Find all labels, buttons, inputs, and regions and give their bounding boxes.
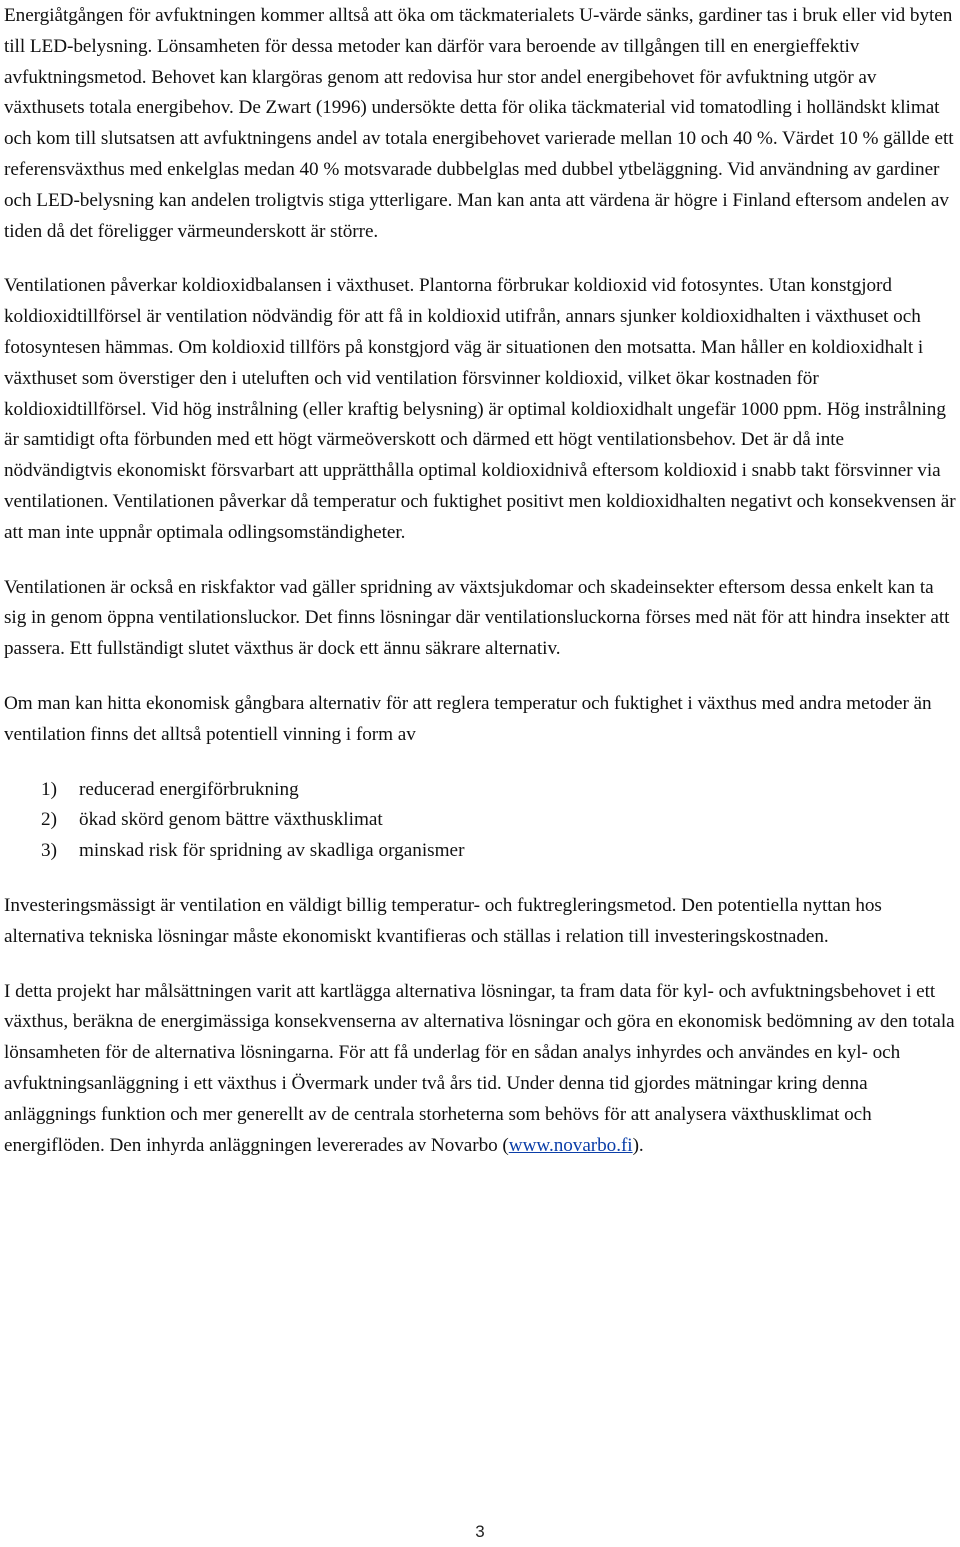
page-number: 3 xyxy=(475,1522,485,1541)
paragraph-text-end: ). xyxy=(632,1134,644,1156)
sentence: Vid användning av gardiner och LED-belysning kan andelen troligtvis stiga ytterligare. xyxy=(4,158,940,211)
paragraph-text: I detta projekt har målsättningen varit att kartlägga alternativa lösningar, ta fram data för kyl- och avfuktningsbehovet i ett växthus, beräkna de energimässiga konsekvenserna av alternativa lösningar och göra en ekonomisk bedömning av den totala lönsamheten för de alternativa lösningarna. För att få underlag för en sådan analys inhyrdes och användes en kyl- och avfuktningsanläggning i ett växthus i Övermark under två års tid. Under denna tid gjordes mätningar kring denna anläggnings funktion och mer generellt av de centrala storheterna som behövs för att analysera växthusklimat och energiflöden. Den inhyrda anläggningen levererades av Novarbo ( xyxy=(4,980,955,1156)
sentence: Vid hög instrålning (eller kraftig belysning) är optimal koldioxidhalt ungefär 1000 ppm. xyxy=(146,398,822,420)
sentence: Ventilationen är också en riskfaktor vad gäller spridning av växtsjukdomar och skadeinsekter eftersom dessa enkelt kan ta sig in genom öppna ventilationsluckor. xyxy=(4,576,934,629)
sentence: Hög instrålning är samtidigt ofta förbunden med ett högt värmeöverskott och därmed ett högt ventilationsbehov. xyxy=(4,398,946,451)
paragraph-project-goal xyxy=(4,977,956,1162)
list-item xyxy=(4,836,956,867)
paragraph-co2-balance xyxy=(4,271,956,548)
paragraph-investment: Investeringsmässigt är ventilation en väldigt billig temperatur- och fuktregleringsmetod. Den potentiella nyttan hos alternativa tekniska lösningar måste ekonomiskt kvantifieras och ställas i relation till investeringskostnaden. xyxy=(4,894,882,947)
list-item-number: 1) xyxy=(41,778,57,800)
list-item-number: 3) xyxy=(41,840,57,862)
sentence: Ventilationen påverkar koldioxidbalansen i växthuset. xyxy=(4,275,415,297)
novarbo-link[interactable]: www.novarbo.fi xyxy=(508,1134,633,1156)
list-item-text: ökad skörd genom bättre växthusklimat xyxy=(79,809,383,831)
sentence: Om man kan hitta ekonomisk gångbara alternativ för att reglera temperatur och fuktighet i växthus med andra metoder än ventilation finns det alltså potentiell vinning i form av xyxy=(4,692,932,745)
sentence: Ett fullständigt slutet växthus är dock ett ännu säkrare alternativ. xyxy=(64,638,561,660)
list-item-number: 2) xyxy=(41,809,57,831)
paragraph-risk-factor xyxy=(4,573,956,665)
list-item xyxy=(4,775,956,806)
document-page xyxy=(4,0,956,1161)
paragraph-dehumidification-energy xyxy=(4,1,956,247)
sentence: Om koldioxid tillförs på konstgjord väg är situationen den motsatta. xyxy=(173,336,697,358)
sentence: Värdet 10 % gällde ett referensväxthus med enkelglas medan 40 % motsvarade dubbelglas med dubbel ytbeläggning. xyxy=(4,128,954,180)
sentence: Man kan anta att värdena är högre i Finland eftersom andelen av tiden då det föreligger värmeunderskott är större. xyxy=(4,189,949,242)
sentence: Plantorna förbrukar koldioxid vid fotosyntes. xyxy=(414,275,764,297)
benefits-list xyxy=(4,775,956,867)
sentence: De Zwart (1996) undersökte detta för olika täckmaterial vid tomatodling i holländskt klimat och kom till slutsatsen att avfuktningens andel av totala energibehovet varierade mellan 10 och 40 %. xyxy=(4,97,940,150)
sentence: Lönsamheten för dessa metoder kan därför vara beroende av tillgången till en energieffektiv avfuktningsmetod. xyxy=(4,35,860,88)
list-item-text: reducerad energiförbrukning xyxy=(79,778,299,800)
sentence: Det är då inte nödvändigtvis ekonomiskt försvarbart att upprätthålla optimal koldioxidnivå eftersom koldioxid i snabb takt försvinner via ventilationen. xyxy=(4,429,941,512)
sentence: Det finns lösningar där ventilationsluckorna förses med nät för att hindra insekter att passera. xyxy=(4,607,950,660)
sentence: Man håller en koldioxidhalt i växthuset som överstiger den i uteluften och vid ventilation försvinner koldioxid, vilket ökar kostnaden för koldioxidtillförsel. xyxy=(4,336,924,420)
paragraph-alternatives-intro xyxy=(4,689,956,751)
list-item xyxy=(4,805,956,836)
sentence: Ventilationen påverkar då temperatur och fuktighet positivt men koldioxidhalten negativt och konsekvensen är att man inte uppnår optimala odlingsomständigheter. xyxy=(4,490,956,543)
list-item-text: minskad risk för spridning av skadliga organismer xyxy=(79,840,465,862)
sentence: Energiåtgången för avfuktningen kommer alltså att öka om täckmaterialets U-värde sänks, gardiner tas i bruk eller vid byten till LED-belysning. xyxy=(4,5,953,57)
sentence: Behovet kan klargöras genom att redovisa hur stor andel energibehovet för avfuktning utgör av växthusets totala energibehov. xyxy=(4,66,877,119)
sentence: Utan konstgjord koldioxidtillförsel är ventilation nödvändig för att få in koldioxid utifrån, annars sjunker koldioxidhalten i växthuset och fotosyntesen hämmas. xyxy=(4,275,921,358)
